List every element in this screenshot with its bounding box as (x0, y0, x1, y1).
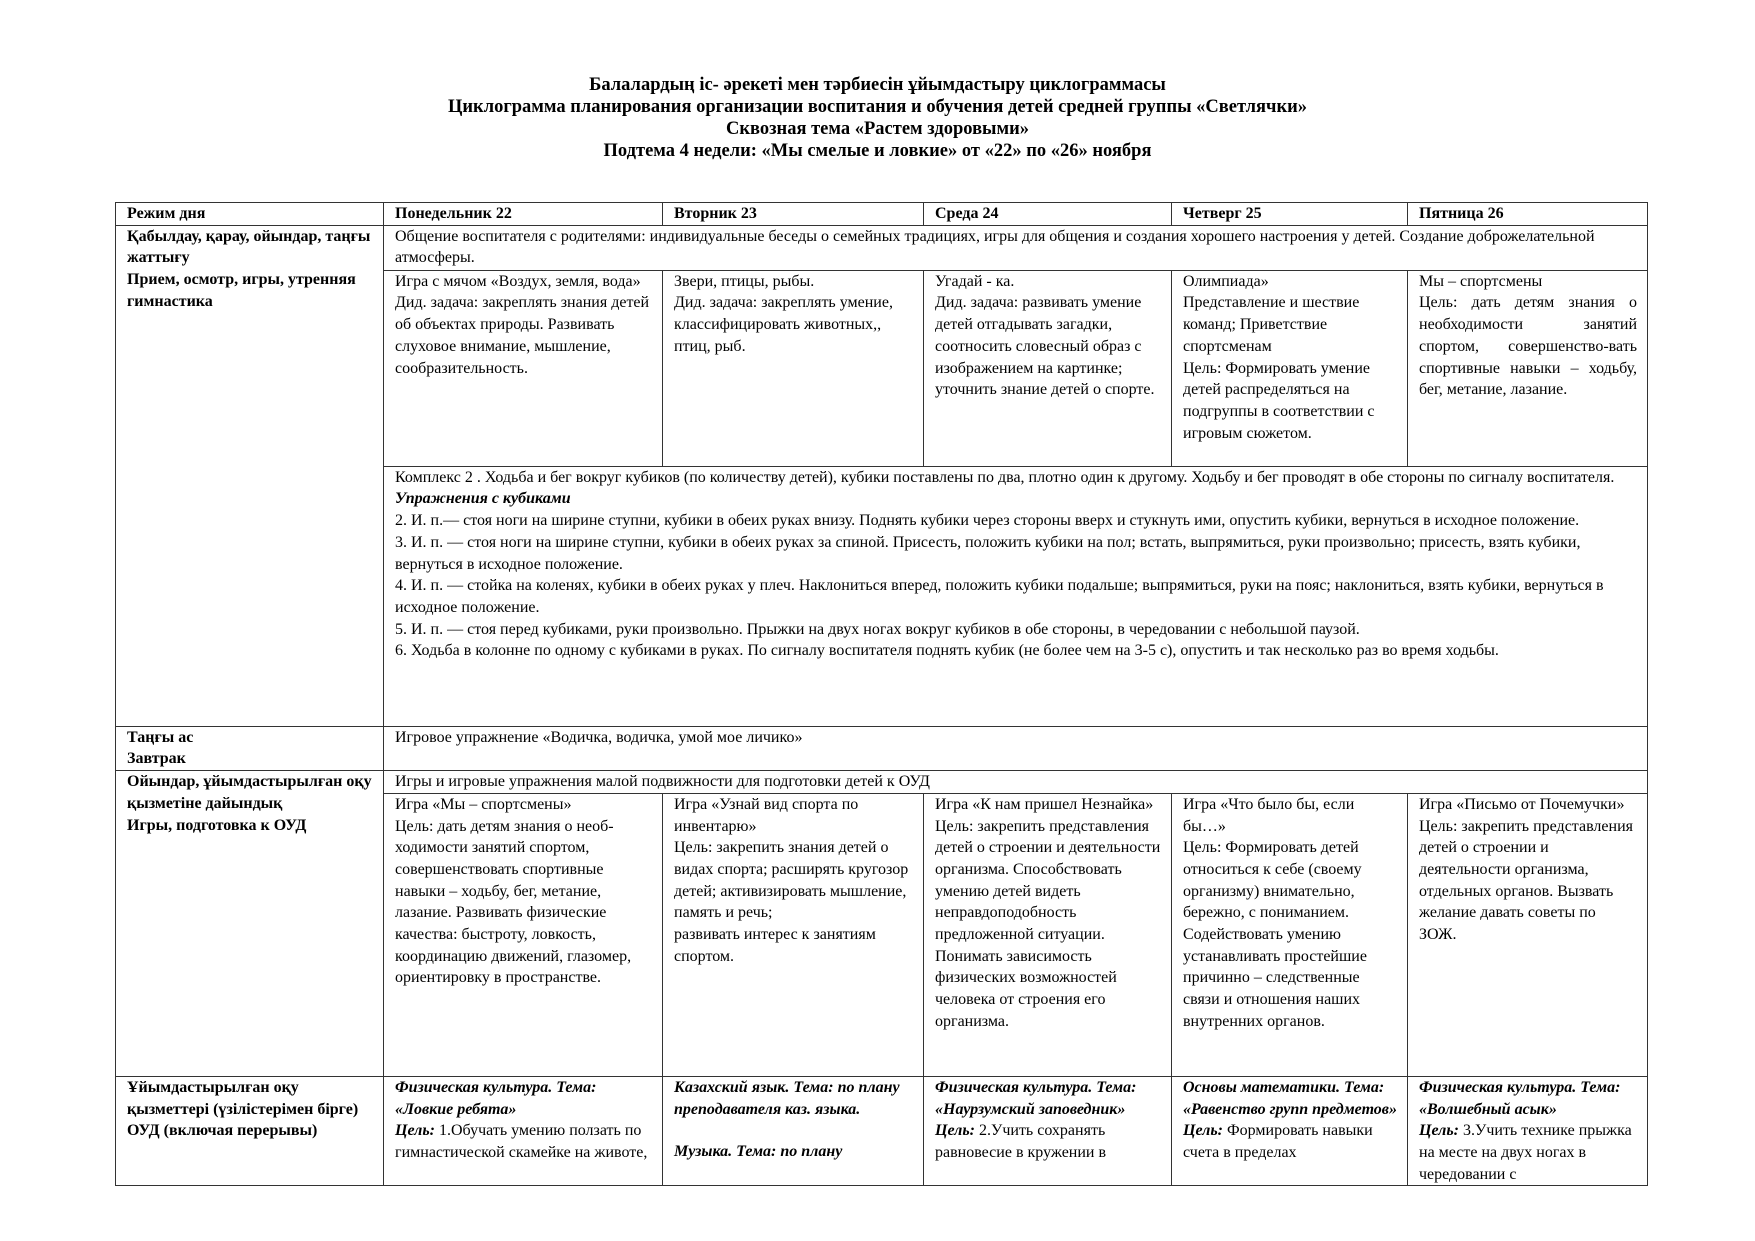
oud-monday-title: Физическая культура. Тема: «Ловкие ребята» (395, 1078, 597, 1118)
gym-exercise-3: 3. И. п. — стоя ноги на ширине ступни, кубики в обеих руках за спиной. Присесть, положить кубики на пол; встать, выпрямиться, руки произвольно; присесть, взять кубики, вернуться в исходное положение. (395, 533, 1581, 573)
oud-tuesday (663, 1076, 924, 1186)
games-label-ru: Игры, подготовка к ОУД (127, 816, 307, 834)
oud-label-kz: Ұйымдастырылған оқу қызметтері (үзілістерімен бірге) (127, 1078, 359, 1118)
oud-friday-goal-label: Цель: (1419, 1122, 1459, 1140)
oud-label-ru: ОУД (включая перерывы) (127, 1122, 318, 1140)
breakfast-text: Игровое упражнение «Водичка, водичка, умой мое личико» (384, 726, 1648, 770)
games-label (116, 771, 384, 1077)
oud-friday (1408, 1076, 1648, 1186)
oud-monday-goal-label: Цель: (395, 1122, 435, 1140)
breakfast-label-kz: Таңғы ас (127, 728, 194, 746)
breakfast-label (116, 726, 384, 770)
subtheme: Подтема 4 недели: «Мы смелые и ловкие» от «22» по «26» ноября (603, 141, 1152, 161)
col-header-friday: Пятница 26 (1408, 203, 1648, 226)
oud-friday-goal: 3.Учить технике прыжка на месте на двух ногах в чередовании с (1419, 1122, 1632, 1183)
oud-thursday-goal-label: Цель: (1183, 1122, 1223, 1140)
oud-wednesday-goal: 2.Учить сохранять равновесие в кружении в (935, 1122, 1107, 1161)
oud-row (116, 1076, 1648, 1186)
col-header-thursday: Четверг 25 (1172, 203, 1408, 226)
oud-tuesday-title2: Музыка. Тема: по плану (674, 1143, 843, 1161)
reception-common: Общение воспитателя с родителями: индивидуальные беседы о семейных традициях, игры для общения и создания хорошего настроения у детей. Создание доброжелательной атмосферы. (384, 225, 1648, 270)
theme: Сквозная тема «Растем здоровыми» (725, 119, 1030, 139)
gym-title: Упражнения с кубиками (395, 490, 571, 508)
breakfast-label-ru: Завтрак (127, 750, 186, 768)
games-common: Игры и игровые упражнения малой подвижности для подготовки детей к ОУД (384, 771, 1648, 794)
games-common-row (116, 771, 1648, 794)
reception-common-row (116, 225, 1648, 270)
reception-tuesday: Звери, птицы, рыбы. Дид. задача: закреплять умение, классифицировать животных,, птиц, рыб. (663, 270, 924, 466)
header-row (116, 203, 1648, 226)
oud-thursday-goal: Формировать навыки счета в пределах (1183, 1122, 1373, 1161)
reception-monday: Игра с мячом «Воздух, земля, вода» Дид. задача: закреплять знания детей об объектах природы. Развивать слуховое внимание, мышление, сообразительность. (384, 270, 663, 466)
oud-thursday (1172, 1076, 1408, 1186)
col-header-mode: Режим дня (116, 203, 384, 226)
gym-exercise-2: 2. И. п.— стоя ноги на ширине ступни, кубики в обеих руках внизу. Поднять кубики через стороны вверх и стукнуть ими, опустить кубики, вернуться в исходное положение. (395, 512, 1580, 530)
reception-label (116, 225, 384, 726)
oud-thursday-title: Основы математики. Тема: «Равенство групп предметов» (1183, 1078, 1397, 1118)
gym-exercise-6: 6. Ходьба в колонне по одному с кубиками в руках. По сигналу воспитателя поднять кубик (не более чем на 3-5 с), опустить и так несколько раз во время ходьбы. (395, 642, 1499, 660)
gym-exercise-4: 4. И. п. — стойка на коленях, кубики в обеих руках у плеч. Наклониться вперед, положить кубики подальше; выпрямиться, руки на пояс; наклониться, взять кубики, вернуться в исходное положение. (395, 577, 1604, 616)
gymnastics-complex (384, 466, 1648, 726)
games-wednesday: Игра «К нам пришел Незнайка» Цель: закрепить представления детей о строении и деятельности организма. Способствовать умению детей видеть неправдоподобность предложенной ситуации. Понимать зависимость физических возможностей человека от строения его организма. (924, 793, 1172, 1076)
cyclogram-table (115, 202, 1648, 1186)
oud-wednesday-title: Физическая культура. Тема: «Наурзумский заповедник» (935, 1078, 1137, 1118)
reception-wednesday: Угадай - ка. Дид. задача: развивать умение детей отгадывать загадки, соотносить словесный образ с изображением на картинке; уточнить знание детей о спорте. (924, 270, 1172, 466)
col-header-tuesday: Вторник 23 (663, 203, 924, 226)
oud-monday (384, 1076, 663, 1186)
oud-wednesday (924, 1076, 1172, 1186)
oud-monday-goal: 1.Обучать умению ползать по гимнастической скамейке на животе, (395, 1122, 648, 1161)
oud-tuesday-title: Казахский язык. Тема: по плану преподавателя каз. языка. (674, 1078, 900, 1118)
reception-friday: Мы – спортсмены Цель: дать детям знания о необходимости занятий спортом, совершенство-вать спортивные навыки – ходьбу, бег, метание, лазание. (1408, 270, 1648, 466)
reception-thursday: Олимпиада» Представление и шествие команд; Приветствие спортсменам Цель: Формировать умение детей распределяться на подгруппы в соответствии с игровым сюжетом. (1172, 270, 1408, 466)
oud-label (116, 1076, 384, 1186)
games-monday: Игра «Мы – спортсмены» Цель: дать детям знания о необ-ходимости занятий спортом, совершенствовать спортивные навыки – ходьбу, бег, метание, лазание. Развивать физические качества: быстроту, ловкость, координацию движений, глазомер, ориентировку в пространстве. (384, 793, 663, 1076)
title-ru: Циклограмма планирования организации воспитания и обучения детей средней группы «Светлячки» (447, 97, 1308, 117)
games-tuesday: Игра «Узнай вид спорта по инвентарю» Цель: закрепить знания детей о видах спорта; расширять кругозор детей; активизировать мышление, память и речь; развивать интерес к занятиям спортом. (663, 793, 924, 1076)
title-kz: Балалардың іс- әрекеті мен тәрбиесін ұйымдастыру циклограммасы (589, 75, 1166, 95)
reception-label-ru: Прием, осмотр, игры, утренняя гимнастика (127, 271, 356, 310)
oud-friday-title: Физическая культура. Тема: «Волшебный асык» (1419, 1078, 1621, 1118)
reception-label-kz: Қабылдау, қарау, ойындар, таңғы жаттығу (127, 227, 371, 267)
col-header-monday: Понедельник 22 (384, 203, 663, 226)
games-friday: Игра «Письмо от Почемучки» Цель: закрепить представления детей о строении и деятельности организма, отдельных органов. Вызвать желание давать советы по ЗОЖ. (1408, 793, 1648, 1076)
gym-intro: Комплекс 2 . Ходьба и бег вокруг кубиков (по количеству детей), кубики поставлены по два, плотно один к другому. Ходьбу и бег проводят в обе стороны по сигналу воспитателя. (395, 468, 1615, 486)
breakfast-row (116, 726, 1648, 770)
page-header (0, 74, 1755, 162)
games-label-kz: Ойындар, ұйымдастырылған оқу қызметіне дайындық (127, 773, 372, 812)
games-thursday: Игра «Что было бы, если бы…» Цель: Формировать детей относиться к себе (своему организму) внимательно, бережно, с пониманием. Содействовать умению устанавливать простейшие причинно – следственные связи и отношения наших внутренних органов. (1172, 793, 1408, 1076)
oud-wednesday-goal-label: Цель: (935, 1122, 975, 1140)
col-header-wednesday: Среда 24 (924, 203, 1172, 226)
gym-exercise-5: 5. И. п. — стоя перед кубиками, руки произвольно. Прыжки на двух ногах вокруг кубиков в обе стороны, в чередовании с небольшой паузой. (395, 620, 1360, 638)
